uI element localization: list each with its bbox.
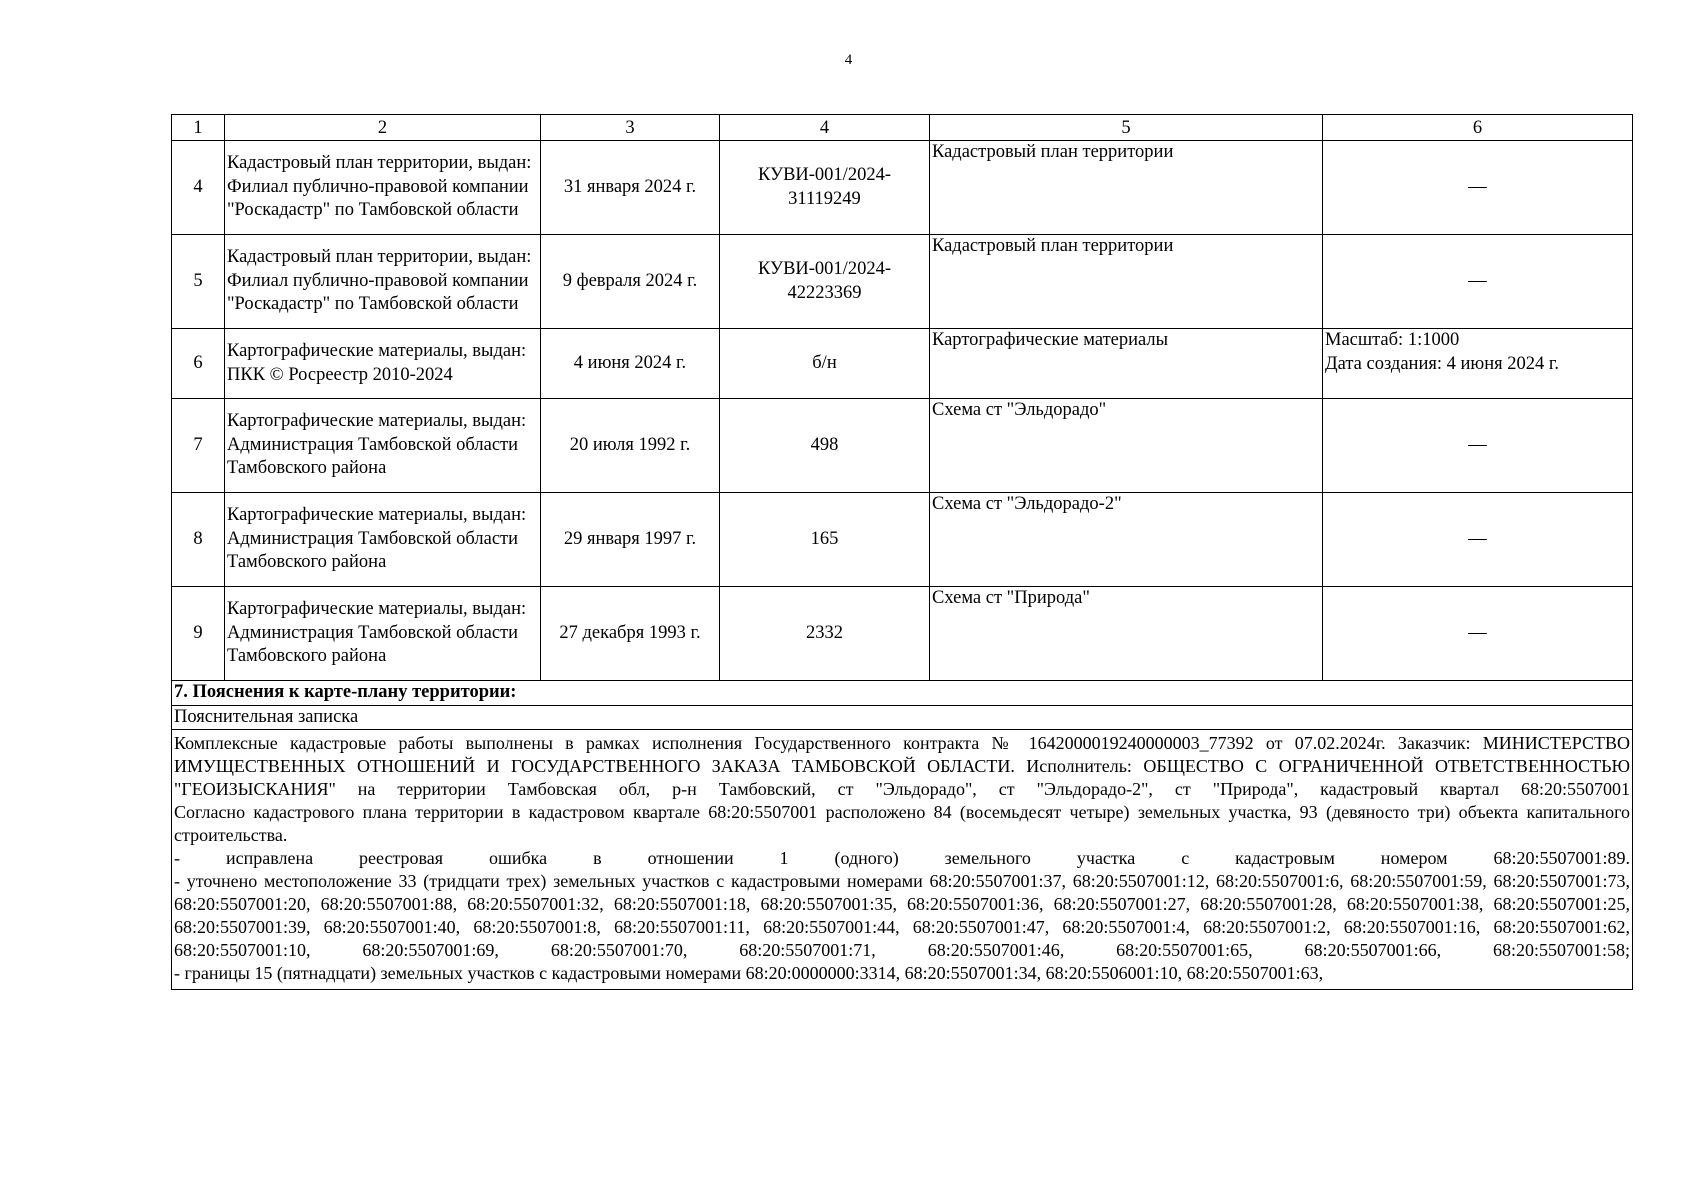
document-name: Схема ст "Эльдорадо" [930, 399, 1323, 493]
document-number: б/н [720, 329, 930, 399]
document-source: Кадастровый план территории, выдан: Филиал публично-правовой компании "Роскадастр" по Тамбовской области [225, 235, 541, 329]
dash: — [1468, 176, 1487, 197]
row-number: 4 [172, 141, 225, 235]
page-number: 4 [844, 52, 853, 68]
table-row [172, 141, 1633, 235]
documents-table [171, 114, 1633, 990]
table-row [172, 235, 1633, 329]
section-title-row [172, 681, 1633, 706]
table-row [172, 587, 1633, 681]
document-number: 165 [720, 493, 930, 587]
dash: — [1468, 528, 1487, 549]
table-row [172, 399, 1633, 493]
document-source: Картографические материалы, выдан: ПКК © Росреестр 2010-2024 [225, 329, 541, 399]
column-header: 4 [720, 115, 930, 141]
row-number: 5 [172, 235, 225, 329]
section-title: 7. Пояснения к карте-плану территории: [172, 681, 1633, 706]
document-date: 20 июля 1992 г. [541, 399, 720, 493]
document-number: КУВИ-001/2024-31119249 [720, 141, 930, 235]
document-name: Кадастровый план территории [930, 141, 1323, 235]
row-number: 6 [172, 329, 225, 399]
explanatory-note-body [172, 730, 1633, 990]
document-name: Картографические материалы [930, 329, 1323, 399]
additional-info [1323, 399, 1633, 493]
document-date: 9 февраля 2024 г. [541, 235, 720, 329]
additional-info [1323, 587, 1633, 681]
document-name: Кадастровый план территории [930, 235, 1323, 329]
table-row [172, 329, 1633, 399]
scale-info: Масштаб: 1:1000 [1325, 330, 1460, 350]
explanatory-note-title: Пояснительная записка [172, 705, 1633, 730]
column-header: 3 [541, 115, 720, 141]
document-source: Кадастровый план территории, выдан: Филиал публично-правовой компании "Роскадастр" по Тамбовской области [225, 141, 541, 235]
document-date: 4 июня 2024 г. [541, 329, 720, 399]
creation-date-info: Дата создания: 4 июня 2024 г. [1325, 353, 1560, 374]
column-header: 6 [1323, 115, 1633, 141]
table-header-row [172, 115, 1633, 141]
note-paragraph: - исправлена реестровая ошибка в отношении 1 (одного) земельного участка с кадастровым номером 68:20:5507001:89. [174, 848, 1630, 868]
column-header: 2 [225, 115, 541, 141]
dash: — [1468, 270, 1487, 291]
document-source: Картографические материалы, выдан: Администрация Тамбовской области Тамбовского района [225, 399, 541, 493]
row-number: 9 [172, 587, 225, 681]
column-header: 5 [930, 115, 1323, 141]
row-number: 7 [172, 399, 225, 493]
additional-info [1323, 235, 1633, 329]
note-paragraph: - уточнено местоположение 33 (тридцати трех) земельных участков с кадастровыми номерами 68:20:5507001:37, 68:20:5507001:12, 68:20:5507001:6, 68:20:5507001:59, 68:20:5507001:73, 68:20:5507001:20, 68:20:5507001:88, 68:20:5507001:32, 68:20:5507001:18, 68:20:5507001:35, 68:20:5507001:36, 68:20:5507001:27, 68:20:5507001:28, 68:20:5507001:38, 68:20:5507001:25, 68:20:5507001:39, 68:20:5507001:40, 68:20:5507001:8, 68:20:5507001:11, 68:20:5507001:44, 68:20:5507001:47, 68:20:5507001:4, 68:20:5507001:2, 68:20:5507001:16, 68:20:5507001:62, 68:20:5507001:10, 68:20:5507001:69, 68:20:5507001:70, 68:20:5507001:71, 68:20:5507001:46, 68:20:5507001:65, 68:20:5507001:66, 68:20:5507001:58; [174, 871, 1630, 960]
document-number: КУВИ-001/2024-42223369 [720, 235, 930, 329]
note-title-row [172, 705, 1633, 730]
document-number: 2332 [720, 587, 930, 681]
additional-info [1323, 141, 1633, 235]
document-source: Картографические материалы, выдан: Администрация Тамбовской области Тамбовского района [225, 493, 541, 587]
document-source: Картографические материалы, выдан: Администрация Тамбовской области Тамбовского района [225, 587, 541, 681]
document-number: 498 [720, 399, 930, 493]
dash: — [1468, 434, 1487, 455]
note-body-row [172, 730, 1633, 990]
dash: — [1468, 622, 1487, 643]
document-date: 29 января 1997 г. [541, 493, 720, 587]
column-header: 1 [172, 115, 225, 141]
document-name: Схема ст "Природа" [930, 587, 1323, 681]
additional-info [1323, 493, 1633, 587]
table-row [172, 493, 1633, 587]
document-date: 27 декабря 1993 г. [541, 587, 720, 681]
document-date: 31 января 2024 г. [541, 141, 720, 235]
note-paragraph: Комплексные кадастровые работы выполнены в рамках исполнения Государственного контракта № 1642000019240000003_77392 от 07.02.2024г. Заказчик: МИНИСТЕРСТВО ИМУЩЕСТВЕННЫХ ОТНОШЕНИЙ И ГОСУДАРСТВЕННОГО ЗАКАЗА ТАМБОВСКОЙ ОБЛАСТИ. Исполнитель: ОБЩЕСТВО С ОГРАНИЧЕННОЙ ОТВЕТСТВЕННОСТЬЮ "ГЕОИЗЫСКАНИЯ" на территории Тамбовская обл, р-н Тамбовский, ст "Эльдорадо", ст "Эльдорадо-2", ст "Природа", кадастровый квартал 68:20:5507001 [174, 733, 1630, 799]
note-paragraph: Согласно кадастрового плана территории в кадастровом квартале 68:20:5507001 расположено 84 (восемьдесят четыре) земельных участка, 93 (девяносто три) объекта капитального строительства. [174, 802, 1630, 845]
additional-info [1323, 329, 1633, 399]
row-number: 8 [172, 493, 225, 587]
note-paragraph: - границы 15 (пятнадцати) земельных участков с кадастровыми номерами 68:20:0000000:3314, 68:20:5507001:34, 68:20:5506001:10, 68:20:5507001:63, [174, 963, 1324, 983]
document-name: Схема ст "Эльдорадо-2" [930, 493, 1323, 587]
